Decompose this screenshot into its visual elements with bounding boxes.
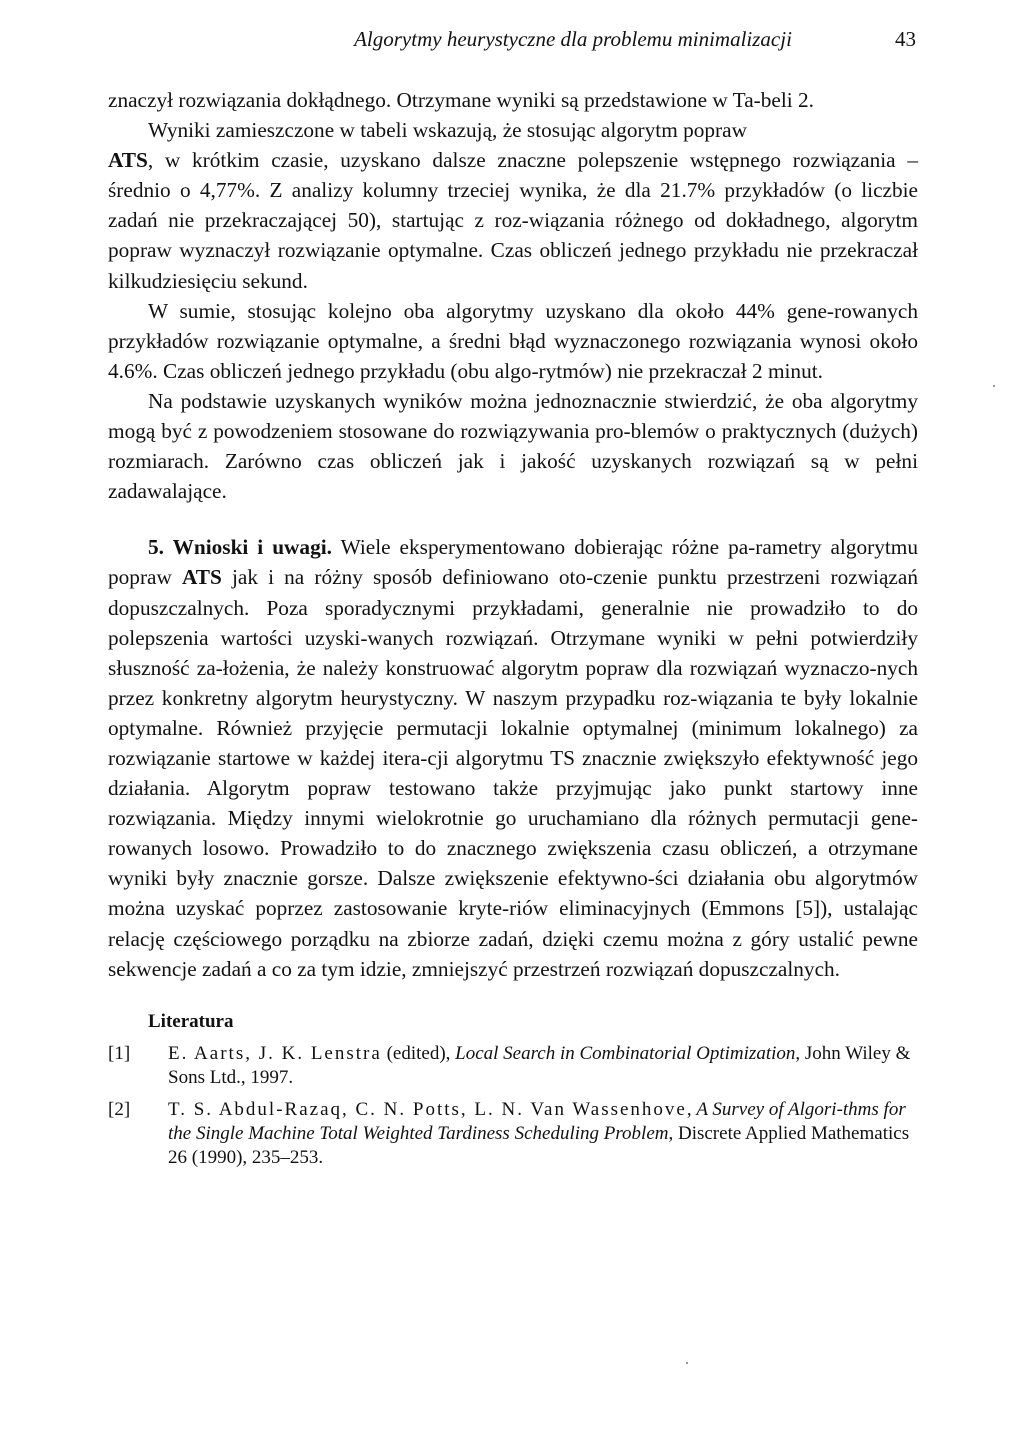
scan-speck [993, 385, 995, 387]
running-header [108, 18, 918, 60]
section-5 [108, 532, 918, 983]
reference-authors: E. Aarts, J. K. Lenstra [168, 1042, 382, 1064]
reference-body [168, 1098, 918, 1170]
reference-item [108, 1098, 918, 1170]
body-text [108, 85, 918, 984]
paragraph-2-rest: , w krótkim czasie, uzyskano dalsze znaczne polepszenie wstępnego rozwiązania – średnio o 4,77%. Z analizy kolumny trzeciej wynika, że dla 21.7% przykładów (o liczbie zadań nie przekraczającej 50), startując z roz-wiązania różnego od dokładnego, algorytm popraw wyznaczył rozwiązanie optymalne. Czas obliczeń jednego przykładu nie przekraczał kilkudziesięciu sekund. [108, 148, 918, 293]
paragraph-1: znaczył rozwiązania dokłądnego. Otrzymane wyniki są przedstawione w Ta-beli 2. [108, 88, 814, 112]
reference-pre: (edited), [381, 1042, 456, 1064]
paragraph-2 [108, 115, 918, 296]
paragraph-4: Na podstawie uzyskanych wyników można jednoznacznie stwierdzić, że oba algorytmy mogą być z powodzeniem stosowane do rozwiązywania pro-blemów o praktycznych (dużych) rozmiarach. Zarówno czas obliczeń jak i jakość uzyskanych rozwiązań są w pełni zadawalające. [108, 388, 918, 504]
page [108, 18, 918, 1178]
scan-speck [686, 1362, 688, 1364]
references [108, 1010, 918, 1170]
reference-post: , John Wiley & Sons Ltd., 1997. [168, 1042, 911, 1088]
reference-number: [1] [108, 1042, 131, 1064]
section-5-heading: 5. Wnioski i uwagi. [148, 535, 332, 560]
page-number: 43 [895, 27, 916, 51]
paragraph-3: W sumie, stosując kolejno oba algorytmy uzyskano dla około 44% gene-rowanych przykładów rozwiązanie optymalne, a średni błąd wyznaczonego rozwiązania wynosi około 4.6%. Czas obliczeń jednego przykładu (obu algo-rytmów) nie przekraczał 2 minut. [108, 298, 918, 383]
paragraph-2-start: Wyniki zamieszczone w tabeli wskazują, że stosując algorytm popraw [148, 118, 747, 143]
ats-term: ATS [108, 148, 148, 173]
reference-post: , Discrete Applied Mathematics 26 (1990), 235–253. [168, 1122, 910, 1168]
reference-authors: T. S. Abdul-Razaq, C. N. Potts, L. N. Van Wassenhove [168, 1098, 687, 1120]
reference-pre: , [686, 1098, 697, 1120]
reference-title: A Survey of Algori-thms for the Single Machine Total Weighted Tardiness Scheduling Problem [168, 1098, 906, 1144]
reference-body [168, 1042, 918, 1090]
ats-term-2: ATS [182, 565, 222, 590]
reference-number: [2] [108, 1098, 131, 1120]
reference-title: Local Search in Combinatorial Optimization [455, 1042, 796, 1064]
section-5-paragraph [108, 532, 918, 983]
reference-item [108, 1042, 918, 1090]
references-title: Literatura [148, 1010, 234, 1032]
running-title: Algorytmy heurystyczne dla problemu minimalizacji [354, 27, 792, 51]
section-5-text-a: Wiele eksperymentowano dobierając różne pa-rametry algorytmu popraw [108, 535, 918, 590]
section-5-text-c: jak i na różny sposób definiowano oto-czenie punktu przestrzeni rozwiązań dopuszczalnych. Poza sporadycznymi przykładami, generalnie nie prowadziło to do polepszenia wartości uzyski-wanych rozwiązań. Otrzymane wyniki w pełni potwierdziły słuszność za-łożenia, że należy konstruować algorytm popraw dla rozwiązań wyznaczo-nych przez konkretny algorytm heurystyczny. W naszym przypadku roz-wiązania te były lokalnie optymalne. Również przyjęcie permutacji lokalnie optymalnej (minimum lokalnego) za rozwiązanie startowe w każdej itera-cji algorytmu TS znacznie zwiększyło efektywność jego działania. Algorytm popraw testowano także przyjmując jako punkt startowy inne rozwiązania. Między innymi wielokrotnie go uruchamiano dla różnych permutacji gene-rowanych losowo. Prowadziło to do znacznego zwiększenia czasu obliczeń, a otrzymane wyniki były znacznie gorsze. Dalsze zwiększenie efektywno-ści działania obu algorytmów można uzyskać poprzez zastosowanie kryte-riów eliminacyjnych (Emmons [5]), ustalając relację częściowego porządku na zbiorze zadań, dzięki czemu można z góry ustalić pewne sekwencje zadań a co za tym idzie, zmniejszyć przestrzeń rozwiązań dopuszczalnych. [108, 565, 918, 981]
